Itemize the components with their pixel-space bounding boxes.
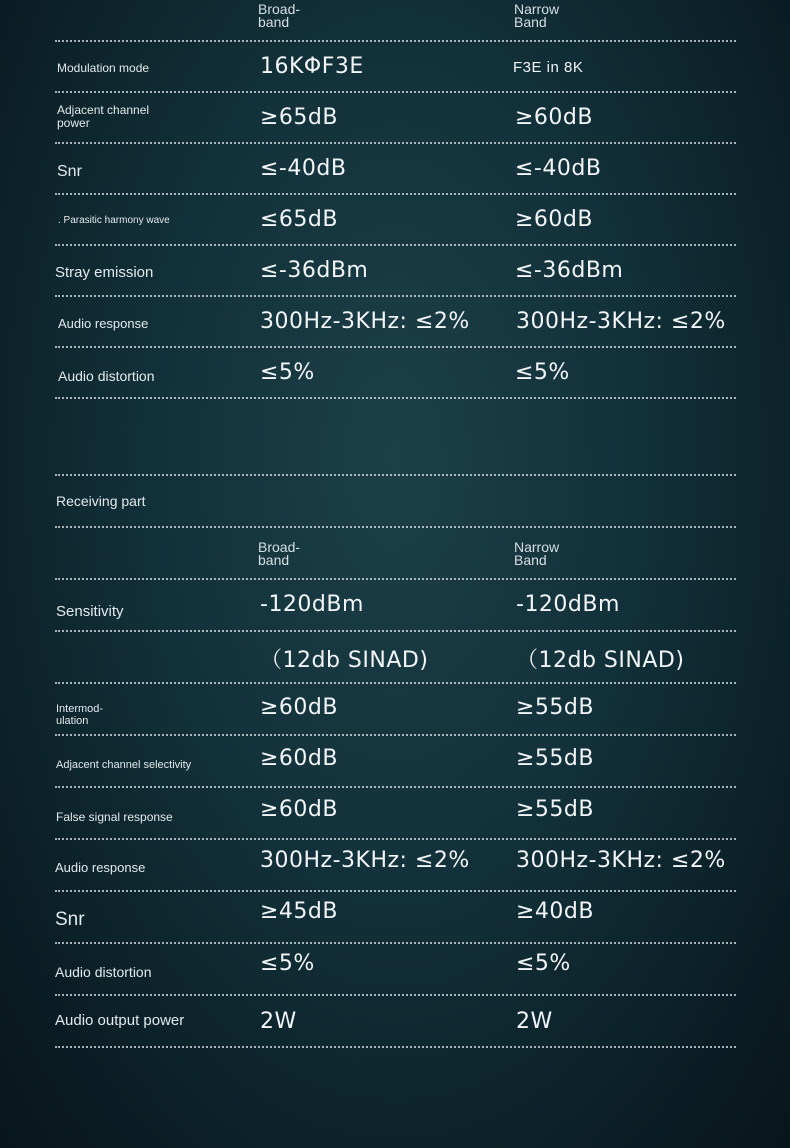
value-broadband: ≤65dB xyxy=(260,207,338,232)
value-narrowband: ≥55dB xyxy=(516,797,594,822)
row-divider xyxy=(55,295,736,297)
row-label-modulation-mode: Modulation mode xyxy=(57,61,150,75)
value-broadband: ≥45dB xyxy=(260,899,338,924)
value-broadband: 300Hz-3KHz: ≤2% xyxy=(260,848,470,873)
value-narrowband: 2W xyxy=(516,1009,553,1034)
value-narrowband: 300Hz-3KHz: ≤2% xyxy=(516,848,726,873)
row-label-adjacent-channel-power: Adjacent channel power xyxy=(57,103,150,130)
value-narrowband: ≤5% xyxy=(515,360,570,385)
value-broadband: ≥60dB xyxy=(260,797,338,822)
row-label-intermodulation: Intermod- ulation xyxy=(56,703,104,727)
value-narrowband: -120dBm xyxy=(516,592,620,617)
header-narrowband: Narrow Band xyxy=(514,539,560,568)
value-broadband: ≤5% xyxy=(260,951,315,976)
value-narrowband: 300Hz-3KHz: ≤2% xyxy=(516,309,726,334)
value-narrowband: ≥55dB xyxy=(516,746,594,771)
value-broadband: ≥60dB xyxy=(260,695,338,720)
row-divider xyxy=(55,890,736,892)
row-divider xyxy=(55,734,736,736)
value-narrowband: F3E in 8K xyxy=(513,59,584,76)
row-label-sensitivity: Sensitivity xyxy=(56,603,124,620)
value-broadband: -120dBm xyxy=(260,592,364,617)
header-broadband: Broad- band xyxy=(258,1,301,30)
row-divider xyxy=(55,193,736,195)
row-divider xyxy=(55,526,736,528)
row-divider xyxy=(55,682,736,684)
value-broadband: ≤5% xyxy=(260,360,315,385)
value-narrowband: ≥60dB xyxy=(515,207,593,232)
value-narrowband: ≥60dB xyxy=(515,105,593,130)
row-label-audio-distortion: Audio distortion xyxy=(55,964,152,980)
row-divider xyxy=(55,40,736,42)
row-divider xyxy=(55,346,736,348)
row-label-snr: Snr xyxy=(57,163,82,180)
value-broadband: ≤-36dBm xyxy=(260,258,369,283)
row-divider xyxy=(55,838,736,840)
header-narrowband: Narrow Band xyxy=(514,1,560,30)
row-divider xyxy=(55,142,736,144)
value-broadband: （12db SINAD) xyxy=(260,648,429,673)
value-broadband: ≥60dB xyxy=(260,746,338,771)
value-broadband: 16KΦF3E xyxy=(260,54,364,79)
row-label-snr: Snr xyxy=(55,909,85,930)
value-narrowband: ≥40dB xyxy=(516,899,594,924)
section-title-receiving-part: Receiving part xyxy=(56,493,146,509)
value-narrowband: ≤5% xyxy=(516,951,571,976)
row-label-audio-response: Audio response xyxy=(55,860,146,875)
row-label-audio-response: Audio response xyxy=(58,316,149,331)
section-divider xyxy=(55,474,736,476)
value-narrowband: （12db SINAD) xyxy=(516,648,685,673)
value-broadband: ≤-40dB xyxy=(260,156,347,181)
row-label-audio-distortion: Audio distortion xyxy=(58,368,155,384)
row-label-adjacent-channel-selectivity: Adjacent channel selectivity xyxy=(56,759,192,771)
value-narrowband: ≤-36dBm xyxy=(515,258,624,283)
row-label-parasitic-harmony-wave: . Parasitic harmony wave xyxy=(58,215,170,226)
row-divider xyxy=(55,994,736,996)
row-divider xyxy=(55,397,736,399)
row-label-false-signal-response: False signal response xyxy=(56,810,173,824)
row-divider xyxy=(55,786,736,788)
row-divider xyxy=(55,91,736,93)
row-divider xyxy=(55,630,736,632)
row-divider xyxy=(55,1046,736,1048)
row-label-stray-emission: Stray emission xyxy=(55,264,154,281)
row-divider xyxy=(55,942,736,944)
value-broadband: 300Hz-3KHz: ≤2% xyxy=(260,309,470,334)
row-divider xyxy=(55,578,736,580)
row-label-audio-output-power: Audio output power xyxy=(55,1012,185,1029)
header-broadband: Broad- band xyxy=(258,539,301,568)
value-narrowband: ≤-40dB xyxy=(515,156,602,181)
value-broadband: 2W xyxy=(260,1009,297,1034)
value-broadband: ≥65dB xyxy=(260,105,338,130)
value-narrowband: ≥55dB xyxy=(516,695,594,720)
row-divider xyxy=(55,244,736,246)
